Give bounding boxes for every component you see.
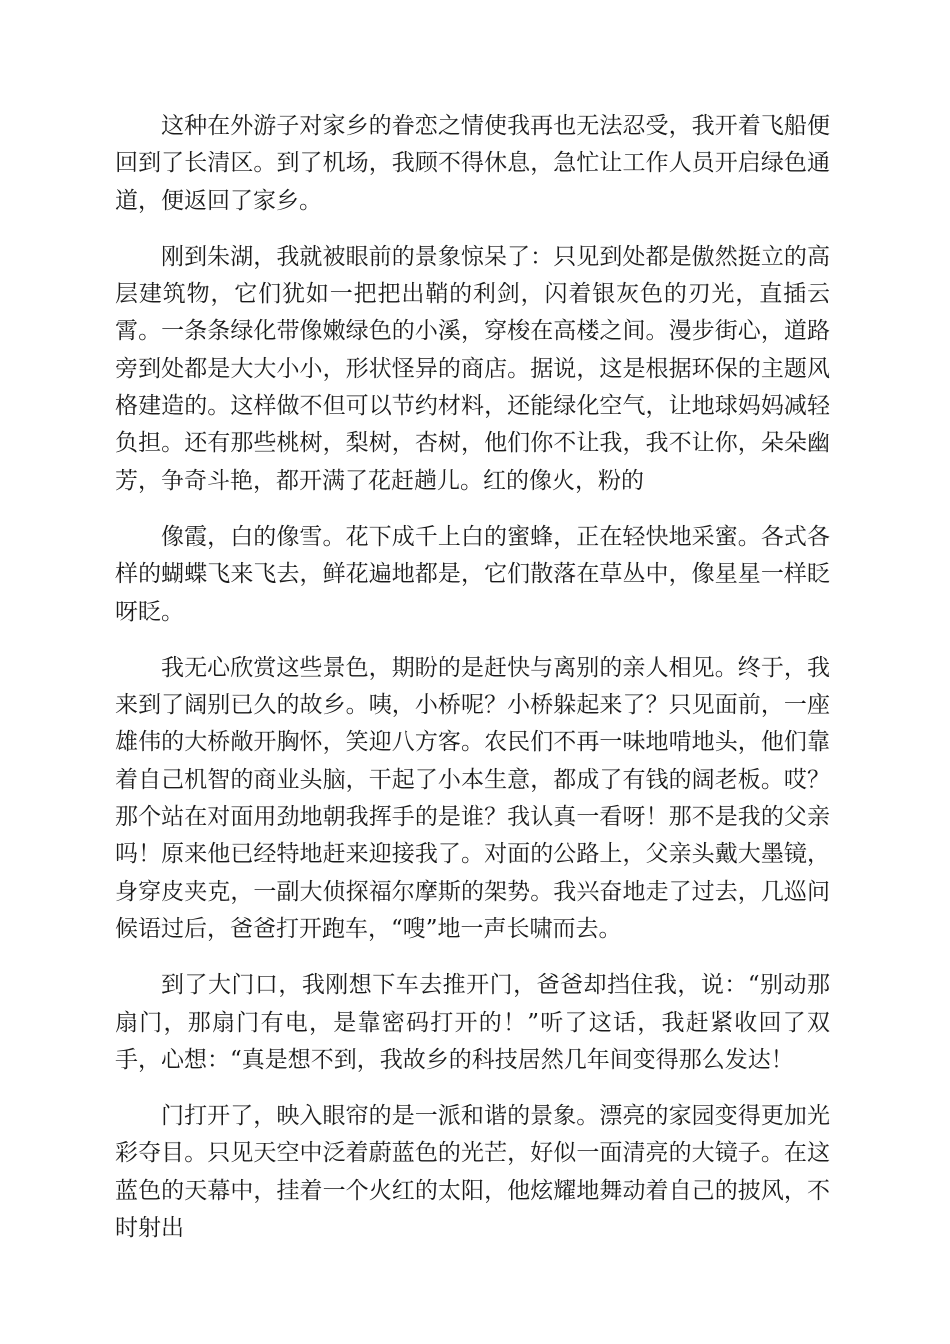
paragraph-4: 我无心欣赏这些景色，期盼的是赶快与离别的亲人相见。终于，我来到了阔别已久的故乡。咦，小桥呢？小桥躲起来了？只见面前，一座雄伟的大桥敞开胸怀，笑迎八方客。农民们不再一味地啃地头，他们靠着自己机智的商业头脑，干起了小本生意，都成了有钱的阔老板。哎？那个站在对面用劲地朝我挥手的是谁？我认真一看呀！那不是我的父亲吗！原来他已经特地赶来迎接我了。对面的公路上，父亲头戴大墨镜，身穿皮夹克，一副大侦探福尔摩斯的架势。我兴奋地走了过去，几巡问候语过后，爸爸打开跑车，“嗖”地一声长啸而去。 — [115, 654, 830, 942]
paragraph-2: 刚到朱湖，我就被眼前的景象惊呆了：只见到处都是傲然挺立的高层建筑物，它们犹如一把把出鞘的利剑，闪着银灰色的刃光，直插云霄。一条条绿化带像嫩绿色的小溪，穿梭在高楼之间。漫步街心，道路旁到处都是大大小小，形状怪异的商店。据说，这是根据环保的主题风格建造的。这样做不但可以节约材料，还能绿化空气，让地球妈妈减轻负担。还有那些桃树，梨树，杏树，他们你不让我，我不让你，朵朵幽芳，争奇斗艳，都开满了花赶趟儿。红的像火，粉的 — [115, 243, 830, 494]
paragraph-1: 这种在外游子对家乡的眷恋之情使我再也无法忍受，我开着飞船便回到了长清区。到了机场，我顾不得休息，急忙让工作人员开启绿色通道，便返回了家乡。 — [115, 113, 830, 214]
paragraph-6: 门打开了，映入眼帘的是一派和谐的景象。漂亮的家园变得更加光彩夺目。只见天空中泛着蔚蓝色的光芒，好似一面清亮的大镜子。在这蓝色的天幕中，挂着一个火红的太阳，他炫耀地舞动着自己的披风，不时射出 — [115, 1103, 830, 1242]
paragraph-3: 像霞，白的像雪。花下成千上白的蜜蜂，正在轻快地采蜜。各式各样的蝴蝶飞来飞去，鲜花遍地都是，它们散落在草丛中，像星星一样眨呀眨。 — [115, 523, 830, 625]
document-body — [115, 108, 830, 1266]
paragraph-5: 到了大门口，我刚想下车去推开门，爸爸却挡住我，说：“别动那扇门，那扇门有电，是靠密码打开的！”听了这话，我赶紧收回了双手，心想：“真是想不到，我故乡的科技居然几年间变得那么发达！ — [115, 972, 830, 1073]
